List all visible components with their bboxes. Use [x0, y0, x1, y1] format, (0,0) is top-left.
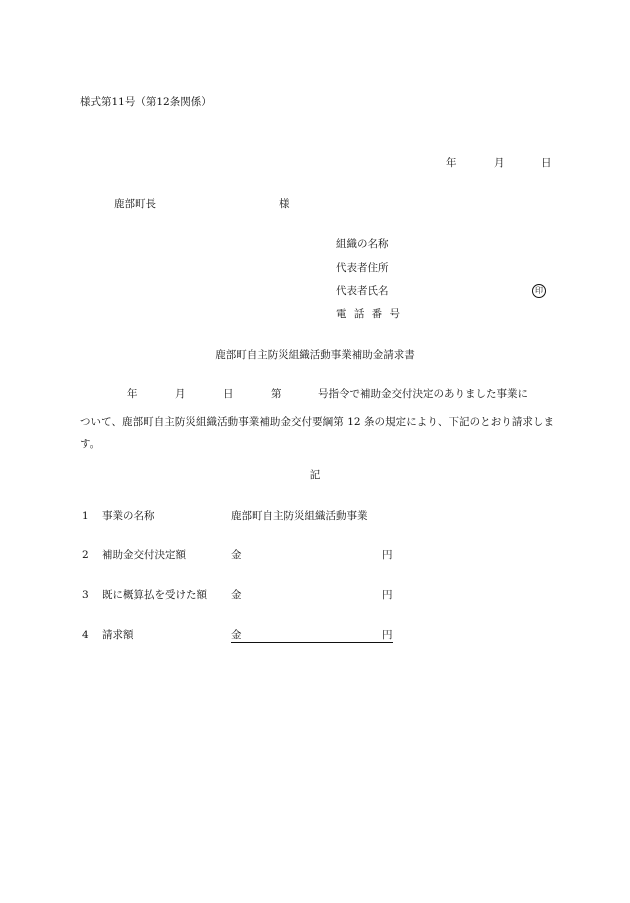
item-number: 1 [82, 510, 89, 522]
seal-mark: 印 [532, 284, 546, 298]
date-year-label: 年 [446, 157, 457, 169]
body-continuation: ついて、鹿部町自主防災組織活動事業補助金交付要綱第 12 条の規定により、下記のとおり請求します。 [80, 416, 554, 450]
item-yen: 円 [382, 549, 393, 561]
item-value: 鹿部町自主防災組織活動事業 [231, 510, 368, 522]
document-title: 鹿部町自主防災組織活動事業補助金請求書 [215, 349, 415, 361]
rep-name-label: 代表者氏名 [336, 285, 389, 297]
addressee-honorific: 様 [279, 198, 290, 210]
item-number: 4 [82, 629, 89, 641]
date-month-label: 月 [494, 157, 505, 169]
item-label: 事業の名称 [102, 510, 155, 522]
item-value: 金 [231, 549, 242, 561]
item-value: 金 [231, 629, 242, 641]
body-line1-rest: 号指令で補助金交付決定のありました事業に [318, 388, 528, 400]
item-label: 請求額 [102, 629, 134, 641]
amount-underline [231, 642, 393, 643]
item-yen: 円 [382, 629, 393, 641]
item-value: 金 [231, 589, 242, 601]
addressee-name: 鹿部町長 [114, 198, 156, 210]
item-label: 既に概算払を受けた額 [102, 589, 207, 601]
item-number: 3 [82, 589, 89, 601]
body-number-prefix: 第 [271, 388, 282, 400]
ki-heading: 記 [309, 469, 321, 481]
body-paragraph [80, 389, 554, 455]
body-year-label: 年 [127, 388, 138, 400]
item-label: 補助金交付決定額 [102, 549, 186, 561]
rep-address-label: 代表者住所 [336, 262, 389, 274]
form-number: 様式第11号（第12条関係） [80, 96, 212, 108]
org-name-label: 組織の名称 [336, 238, 389, 250]
body-day-label: 日 [223, 388, 234, 400]
item-yen: 円 [382, 589, 393, 601]
phone-label: 電 話 番 号 [336, 308, 403, 320]
date-day-label: 日 [541, 157, 552, 169]
item-number: 2 [82, 549, 89, 561]
body-month-label: 月 [175, 388, 186, 400]
